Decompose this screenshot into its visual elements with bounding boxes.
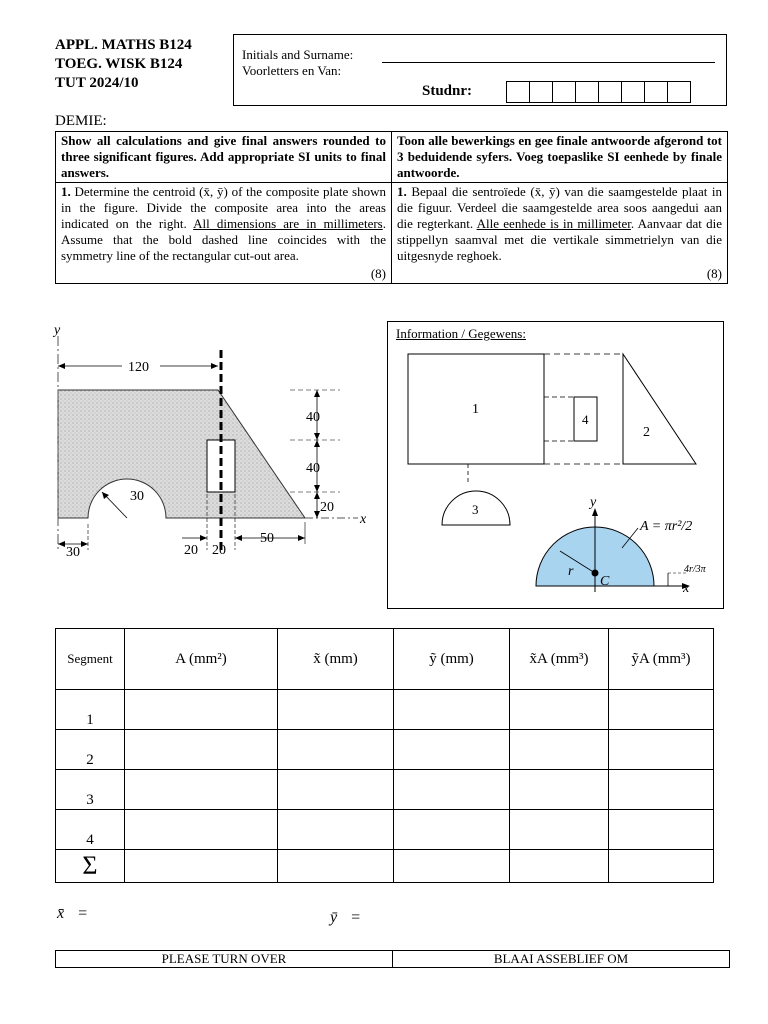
- dim-40-lower: 40: [306, 461, 320, 476]
- sum-row: [56, 850, 714, 883]
- segment-2-label: 2: [643, 425, 650, 440]
- question-en: [56, 183, 392, 284]
- question-marks: (8): [370, 266, 386, 281]
- studnr-digit-box[interactable]: [598, 81, 622, 103]
- instructions-af: Toon alle bewerkings en gee finale antwoorde afgerond tot 3 beduidende syfers. Voeg toepaslike SI eenhede by finale antwoorde.: [392, 132, 728, 183]
- row-label: 4: [56, 810, 125, 850]
- answer-cell[interactable]: [278, 770, 394, 810]
- segments-diagram: [388, 340, 721, 606]
- footer-table: [55, 950, 730, 968]
- xbar-answer[interactable]: [57, 905, 87, 923]
- answer-cell[interactable]: [125, 690, 278, 730]
- instructions-en: Show all calculations and give final answers rounded to three significant figures. Add appropriate SI units to final answers.: [56, 132, 392, 183]
- dim-120: 120: [128, 360, 149, 375]
- course-title: [55, 36, 192, 93]
- plate-shape: [58, 390, 305, 518]
- table-row: [56, 770, 714, 810]
- answer-cell[interactable]: [278, 690, 394, 730]
- centroid-formula: 4r/3π: [684, 564, 706, 575]
- studnr-digit-box[interactable]: [506, 81, 530, 103]
- answer-cell[interactable]: [609, 850, 714, 883]
- table-row: [56, 730, 714, 770]
- answer-cell[interactable]: [394, 810, 510, 850]
- name-input-line[interactable]: [382, 62, 715, 63]
- answer-cell[interactable]: [125, 850, 278, 883]
- course-line-2: TOEG. WISK B124: [55, 56, 183, 72]
- answer-cell[interactable]: [278, 810, 394, 850]
- studnr-digit-box[interactable]: [644, 81, 668, 103]
- fig-x-axis-label: x: [360, 512, 367, 527]
- answer-cell[interactable]: [609, 730, 714, 770]
- studnr-digit-box[interactable]: [667, 81, 691, 103]
- studnr-label: Studnr:: [422, 83, 473, 99]
- question-en-text-1: Determine the centroid (x̄, ȳ) of the composite plate shown in the figure. Divide the composite area into the areas indicated on the right.: [61, 184, 386, 231]
- answer-cell[interactable]: [609, 770, 714, 810]
- table-row: [56, 810, 714, 850]
- ybar-symbol: ȳ: [330, 909, 338, 926]
- dim-20-b: 20: [212, 543, 226, 558]
- composite-plate-figure: [40, 318, 380, 568]
- col-header-xtilde: x̃ (mm): [278, 629, 394, 690]
- col-header-ya: ỹA (mm³): [609, 629, 714, 690]
- answer-cell[interactable]: [125, 730, 278, 770]
- answer-cell[interactable]: [510, 810, 609, 850]
- dim-50: 50: [260, 531, 274, 546]
- answer-cell[interactable]: [278, 850, 394, 883]
- col-header-segment: Segment: [56, 629, 125, 690]
- answer-cell[interactable]: [609, 690, 714, 730]
- demie-label: DEMIE:: [55, 113, 107, 129]
- answer-cell[interactable]: [510, 690, 609, 730]
- studnr-digit-box[interactable]: [529, 81, 553, 103]
- row-label: 3: [56, 770, 125, 810]
- question-af-text-1: Bepaal die sentroïede (x̄, ȳ) van die saamgestelde plaat in die figuur. Verdeel die saamgestelde area soos aangedui aan die regterkant.: [397, 184, 722, 231]
- question-table: [55, 131, 728, 284]
- col-header-xa: x̃A (mm³): [510, 629, 609, 690]
- equals-sign: =: [351, 909, 361, 926]
- semi-c-label: C: [600, 574, 610, 589]
- turn-over-af: BLAAI ASSEBLIEF OM: [393, 951, 730, 968]
- segment-1-label: 1: [472, 402, 479, 417]
- question-en-text-2: . Assume that the bold dashed line coincides with the symmetry line of the rectangular cut-out area.: [61, 216, 386, 263]
- row-label: 1: [56, 690, 125, 730]
- segment-4-label: 4: [582, 412, 589, 427]
- student-info-box: [233, 34, 727, 106]
- answer-cell[interactable]: [125, 810, 278, 850]
- dim-20-a: 20: [184, 543, 198, 558]
- semi-y-label: y: [590, 495, 597, 510]
- table-row: [56, 690, 714, 730]
- studnr-digit-box[interactable]: [575, 81, 599, 103]
- equals-sign: =: [78, 905, 88, 922]
- dim-30-radius: 30: [130, 489, 144, 504]
- question-number: 1.: [397, 184, 407, 199]
- dim-30-left: 30: [66, 545, 80, 560]
- answer-cell[interactable]: [394, 690, 510, 730]
- area-formula: A = πr²/2: [640, 519, 693, 534]
- answer-cell[interactable]: [510, 730, 609, 770]
- row-label: 2: [56, 730, 125, 770]
- xbar-symbol: x̄: [57, 905, 65, 922]
- answer-cell[interactable]: [125, 770, 278, 810]
- segment-3-label: 3: [472, 502, 479, 517]
- course-line-3: TUT 2024/10: [55, 75, 139, 91]
- information-label: Information / Gegewens:: [396, 326, 526, 341]
- studnr-digit-box[interactable]: [621, 81, 645, 103]
- initials-label: Initials and Surname:: [242, 47, 354, 62]
- answer-cell[interactable]: [510, 770, 609, 810]
- turn-over-en: PLEASE TURN OVER: [56, 951, 393, 968]
- col-header-ytilde: ỹ (mm): [394, 629, 510, 690]
- sum-symbol: Σ: [56, 850, 125, 883]
- studnr-digit-box[interactable]: [552, 81, 576, 103]
- answer-cell[interactable]: [394, 850, 510, 883]
- answer-cell[interactable]: [510, 850, 609, 883]
- question-af: [392, 183, 728, 284]
- dim-20-right: 20: [320, 500, 334, 515]
- question-number: 1.: [61, 184, 71, 199]
- answer-cell[interactable]: [278, 730, 394, 770]
- results-table: [55, 628, 714, 883]
- question-en-underline: All dimensions are in millimeters: [193, 216, 383, 231]
- answer-cell[interactable]: [609, 810, 714, 850]
- voorletters-label: Voorletters en Van:: [242, 63, 342, 78]
- answer-cell[interactable]: [394, 770, 510, 810]
- course-line-1: APPL. MATHS B124: [55, 37, 192, 53]
- semi-r-label: r: [568, 564, 574, 579]
- question-af-text-2: . Aanvaar dat die stippellyn saamval met die vertikale simmetrielyn van die uitgesnyde reghoek.: [397, 216, 722, 263]
- semi-x-label: x: [683, 581, 690, 596]
- answer-cell[interactable]: [394, 730, 510, 770]
- question-marks: (8): [706, 266, 722, 281]
- fig-y-axis-label: y: [54, 323, 61, 338]
- question-af-underline: Alle eenhede is in millimeter: [476, 216, 631, 231]
- studnr-input[interactable]: [507, 81, 691, 103]
- col-header-area: A (mm²): [125, 629, 278, 690]
- segment-2-shape: [623, 354, 696, 464]
- dim-40-upper: 40: [306, 410, 320, 425]
- ybar-answer[interactable]: [330, 909, 360, 927]
